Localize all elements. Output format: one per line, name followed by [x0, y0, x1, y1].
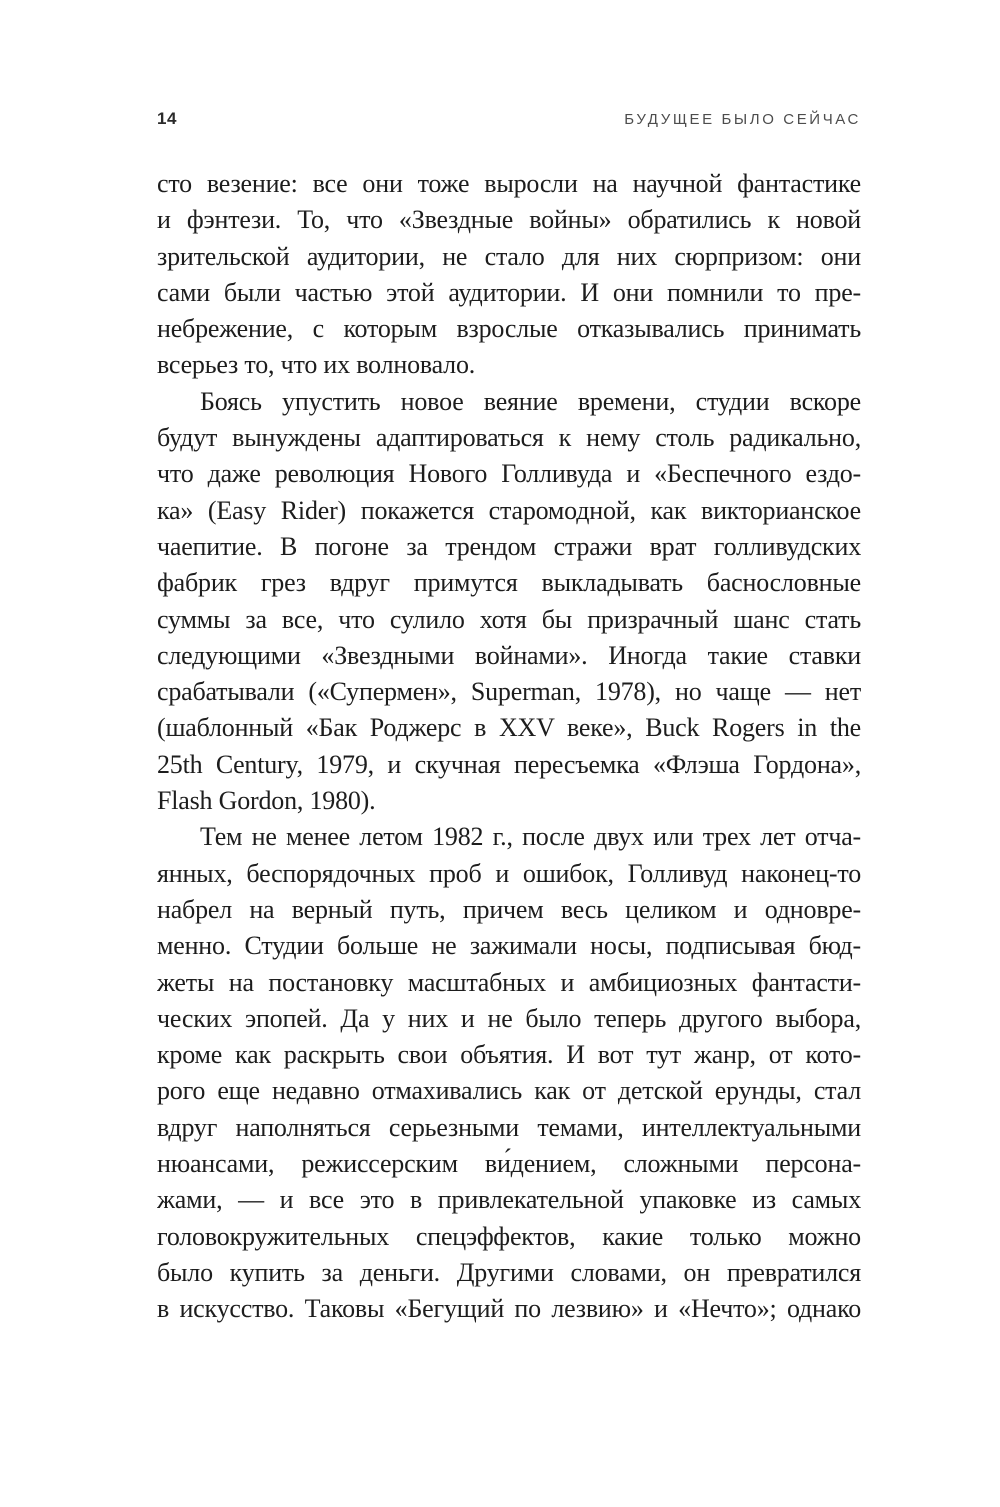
- body-text: [157, 166, 861, 1328]
- text-line: было купить за деньги. Другими словами, он превратился: [157, 1257, 861, 1287]
- text-line: Flash Gordon, 1980).: [157, 786, 376, 816]
- text-line: 25th Century, 1979, и скучная пересъемка «Флэша Гордона»,: [157, 749, 861, 779]
- page-header: [157, 109, 861, 129]
- running-title: БУДУЩЕЕ БЫЛО СЕЙЧАС: [624, 111, 861, 128]
- paragraph: [157, 384, 861, 820]
- text-line: небрежение, с которым взрослые отказывались принимать: [157, 314, 861, 344]
- text-line: вдруг наполняться серьезными темами, интеллектуальными: [157, 1112, 861, 1142]
- text-line: Боясь упустить новое веяние времени, студии вскоре: [200, 386, 861, 416]
- text-line: кроме как раскрыть свои объятия. И вот тут жанр, от кото-: [157, 1040, 861, 1070]
- text-line: сами были частью этой аудитории. И они помнили то пре-: [157, 277, 861, 307]
- page-number: 14: [157, 109, 177, 128]
- text-line: и фэнтези. То, что «Звездные войны» обратились к новой: [157, 205, 861, 235]
- paragraph: [157, 166, 861, 384]
- text-line: жами, — и все это в привлекательной упаковке из самых: [157, 1185, 861, 1215]
- text-line: янных, беспорядочных проб и ошибок, Голливуд наконец-то: [157, 858, 861, 888]
- text-line: набрел на верный путь, причем весь целиком и одновре-: [157, 894, 861, 924]
- text-line: следующими «Звездными войнами». Иногда такие ставки: [157, 640, 861, 670]
- text-line: суммы за все, что сулило хотя бы призрачный шанс стать: [157, 604, 861, 634]
- text-line: Тем не менее летом 1982 г., после двух или трех лет отча-: [200, 822, 861, 852]
- text-line: ка» (Easy Rider) покажется старомодной, как викторианское: [157, 495, 861, 525]
- text-line: будут вынуждены адаптироваться к нему столь радикально,: [157, 423, 861, 453]
- text-line: что даже революция Нового Голливуда и «Беспечного ездо-: [157, 459, 861, 489]
- text-line: нюансами, режиссерским ви́дением, сложными персона-: [157, 1149, 861, 1179]
- text-line: (шаблонный «Бак Роджерс в XXV веке», Buck Rogers in the: [157, 713, 861, 743]
- text-line: зрительской аудитории, не стало для них сюрпризом: они: [157, 241, 861, 271]
- text-line: менно. Студии больше не зажимали носы, подписывая бюд-: [157, 931, 861, 961]
- text-line: ческих эпопей. Да у них и не было теперь другого выбора,: [157, 1003, 861, 1033]
- text-line: чаепитие. В погоне за трендом стражи врат голливудских: [157, 531, 861, 561]
- text-line: головокружительных спецэффектов, какие только можно: [157, 1221, 861, 1251]
- text-line: всерьез то, что их волновало.: [157, 350, 476, 380]
- text-line: в искусство. Таковы «Бегущий по лезвию» и «Нечто»; однако: [157, 1294, 861, 1324]
- text-line: фабрик грез вдруг примутся выкладывать баснословные: [157, 568, 861, 598]
- text-line: сто везение: все они тоже выросли на научной фантастике: [157, 169, 861, 198]
- text-line: жеты на постановку масштабных и амбициозных фантасти-: [157, 967, 861, 997]
- text-line: срабатывали («Супермен», Superman, 1978), но чаще — нет: [157, 677, 861, 707]
- text-line: рого еще недавно отмахивались как от детской ерунды, стал: [157, 1076, 861, 1106]
- paragraph: [157, 819, 861, 1327]
